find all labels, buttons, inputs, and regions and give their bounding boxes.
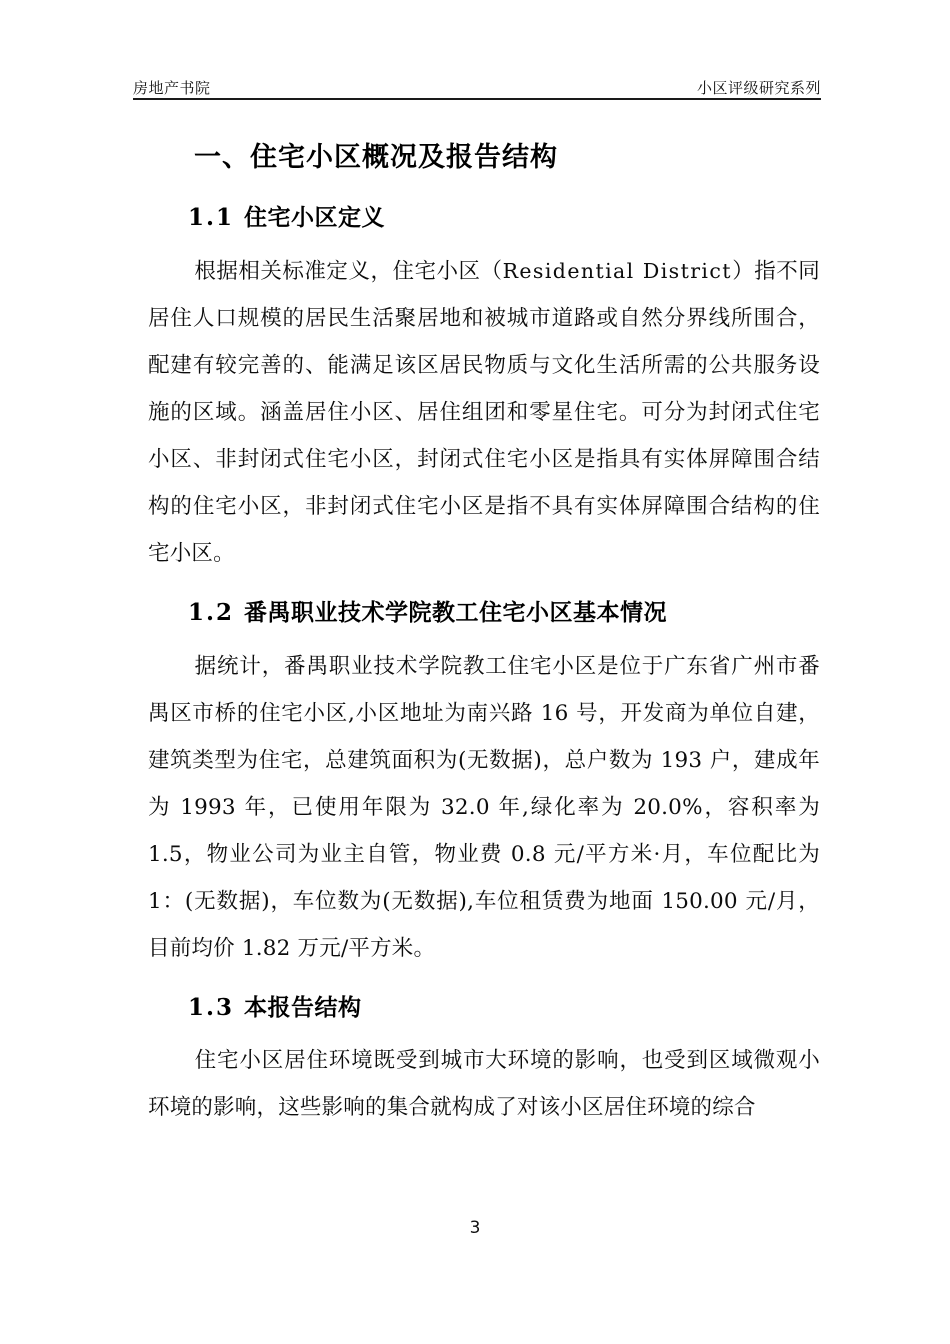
section-number-1-3: 1.3 bbox=[188, 993, 235, 1021]
paragraph-basic-info bbox=[148, 634, 820, 972]
paragraph-definition bbox=[148, 239, 820, 577]
paragraph-basic-info-text: 据统计，番禺职业技术学院教工住宅小区是位于广东省广州市番禺区市桥的住宅小区,小区地址为南兴路 16 号，开发商为单位自建，建筑类型为住宅，总建筑面积为(无数据)，总户数为 193 户，建成年为 1993 年，已使用年限为 32.0 年,绿化率为 20.0%，容积率为 1.5，物业公司为业主自管，物业费 0.8 元/平方米·月，车位配比为 1：(无数据)，车位数为(无数据),车位租赁费为地面 150.00 元/月，目前均价 1.82 万元/平方米。 bbox=[148, 653, 820, 961]
paragraph-definition-rest: ）指不同居住人口规模的居民生活聚居地和被城市道路或自然分界线所围合，配建有较完善的、能满足该区居民物质与文化生活所需的公共服务设施的区域。涵盖居住小区、居住组团和零星住宅。可分为封闭式住宅小区、非封闭式住宅小区，封闭式住宅小区是指具有实体屏障围合结构的住宅小区，非封闭式住宅小区是指不具有实体屏障围合结构的住宅小区。 bbox=[148, 258, 820, 566]
paragraph-report-structure-text: 住宅小区居住环境既受到城市大环境的影响，也受到区域微观小环境的影响，这些影响的集合就构成了对该小区居住环境的综合 bbox=[148, 1048, 820, 1121]
section-number-1-1: 1.1 bbox=[188, 204, 235, 232]
header-right-text: 小区评级研究系列 bbox=[696, 79, 821, 97]
section-number-1-2: 1.2 bbox=[188, 598, 235, 626]
paragraph-definition-latin: Residential District bbox=[502, 258, 732, 283]
paragraph-definition-lead: 根据相关标准定义，住宅小区（ bbox=[194, 258, 503, 284]
section-title-1-3: 本报告结构 bbox=[244, 994, 362, 1021]
page-number: 3 bbox=[469, 1218, 481, 1238]
section-title-1-1: 住宅小区定义 bbox=[244, 205, 386, 232]
section-title-1-2: 番禺职业技术学院教工住宅小区基本情况 bbox=[244, 599, 668, 626]
section-heading-1-2 bbox=[148, 577, 820, 634]
chapter-heading: 一、住宅小区概况及报告结构 bbox=[194, 142, 558, 173]
section-heading-1-1 bbox=[148, 182, 820, 239]
header-left-text: 房地产书院 bbox=[133, 79, 211, 97]
paragraph-report-structure bbox=[148, 1028, 820, 1131]
running-header bbox=[133, 70, 821, 100]
page-content bbox=[148, 128, 820, 1131]
section-heading-1-3 bbox=[148, 972, 820, 1029]
